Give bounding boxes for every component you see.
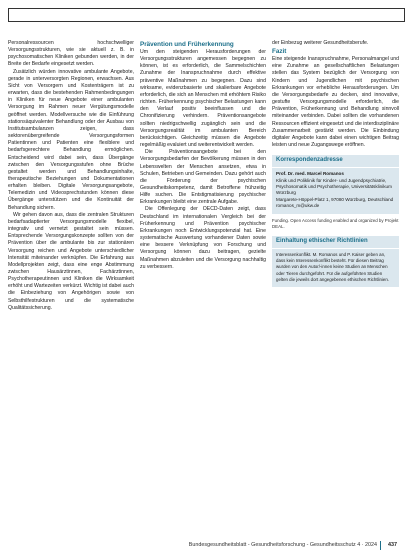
journal-name: Bundesgesundheitsblatt - Gesundheitsforschung - Gesundheitsschutz 4 · 2024 <box>188 542 377 548</box>
ethics-box <box>272 236 399 287</box>
correspondence-street: Margarete-Höppel-Platz 1, 97080 Würzburg, Deutschland <box>276 196 394 202</box>
correspondence-email[interactable]: romanos_m@ukw.de <box>276 203 320 209</box>
paragraph: der Einbezug weiterer Gesundheitsberufe. <box>272 40 369 46</box>
paragraph: Wir gehen davon aus, dass die zentralen Strukturen bedarfsadaptierter Versorgungsmodelle flexibel, integrativ und vernetzt gestaltet sein müssen. Entsprechende Versorgungskonzepte sollten von der Prävention über die ambulante bis zur stationären Versorgung reichen und Angebote unterschiedlicher Intensität miteinander verknüpfen. Die Erfahrung aus Modellprojekten zeigt, dass eine enge Abstimmung zwischen Hausärztinnen, Fachärztinnen, Psychotherapeutinnen und Kliniken die Wirksamkeit erhöht und Wartezeiten verkürzt. Wichtig ist dabei auch die Einbeziehung von Angehörigen sowie von Selbsthilfestrukturen und die systematische Qualitätssicherung. <box>8 211 134 311</box>
column-middle <box>140 40 266 271</box>
column-right <box>272 40 399 287</box>
paragraph: Zusätzlich würden innovative ambulante Angebote, gerade in unterversorgten Regionen, erwachsen. Aus Sicht von Versorgern und Kostenträgern ist zu erwarten, dass die bestehenden Rahmenbedingungen in Kliniken für neue Angebote einer ambulanten Versorgung im Rahmen neuer Vergütungsmodelle geöffnet werden. Modellversuche wie die Einführung stationsäquivalenter Behandlung oder der Ausbau von Institutsambulanzen zeigen, dass sektorenübergreifende Versorgungsformen Patientinnen und Patienten eine flexiblere und bedarfsgerechtere Behandlung ermöglichen. Entscheidend wird dabei sein, dass Übergänge zwischen den Versorgungsstufen ohne Brüche gestaltet werden und Behandlungsinhalte, therapeutische Beziehungen und Dokumentationen erhalten bleiben. Digitale Versorgungsangebote, Telemedizin und Videosprechstunden können diese Übergänge unterstützen und die Kontinuität der Behandlung sichern. <box>8 68 134 211</box>
section-heading-fazit: Fazit <box>272 48 287 56</box>
correspondence-name: Prof. Dr. med. Marcel Romanos <box>276 171 344 177</box>
paragraph: Die Offenlegung der OECD-Daten zeigt, dass Deutschland im internationalen Vergleich bei der Früherkennung und Prävention psychischer Erkrankungen noch Entwicklungspotenzial hat. Eine systematische Auswertung vorhandener Daten sowie eine bessere Verknüpfung von Forschung und Versorgung können dazu beitragen, gezielte Maßnahmen abzuleiten und die Versorgung nachhaltig zu verbessern. <box>140 206 266 270</box>
paragraph: Die Präventionsangebote bei den Versorgungsbedarfen der Bevölkerung müssen in den Lebenswelten der Menschen ansetzen, etwa in Schulen, Betrieben und Gemeinden. Dazu gehört auch die Förderung der psychischen Gesundheitskompetenz, damit Betroffene frühzeitig Hilfe suchen. Die Entstigmatisierung psychischer Erkrankungen bleibt eine zentrale Aufgabe. <box>140 149 266 206</box>
paragraph: Eine steigende Inanspruchnahme, Personalmangel und eine Zunahme an gesellschaftlichen Belastungen stellen das System bezüglich der Versorgung von Kindern und Jugendlichen mit psychischen Erkrankungen vor erhebliche Herausforderungen. Um die Versorgungsbedarfe zu decken, sind innovative, gestufte Versorgungsmodelle erforderlich, die Prävention, Früherkennung und Behandlung sinnvoll miteinander verbinden. Dabei sollten die vorhandenen Ressourcen effizient eingesetzt und die interdisziplinäre Zusammenarbeit gestärkt werden. Die Einbindung digitaler Angebote kann dabei einen wichtigen Beitrag leisten und neue Zugangswege eröffnen. <box>272 56 399 149</box>
paragraph: Personalressourcen hochschwelliger Versorgungsstrukturen, wie sie aktuell z. B. in psychosomatischen Kliniken gebunden werden, in der Breite der Bedarfe eingesetzt werden. <box>8 40 134 68</box>
ethics-text: Interessenkonflikt. M. Romanos und P. Kaiser geben an, dass kein Interessenkonflikt besteht. Für diesen Beitrag wurden von den Autor/-innen keine Studien an Menschen oder Tieren durchgeführt. Für die aufgeführten Studien gelten die jeweils dort angegebenen ethischen Richtlinien. <box>276 252 390 282</box>
page-number: 437 <box>388 542 397 548</box>
correspondence-address: Klinik und Poliklinik für Kinder- und Jugendpsychiatrie, Psychosomatik und Psychotherapie, Universitätsklinikum Würzburg <box>276 177 392 196</box>
header-frame <box>8 8 405 22</box>
ethics-title: Einhaltung ethischer Richtlinien <box>272 237 399 249</box>
correspondence-box <box>272 155 399 213</box>
footer-divider <box>380 541 381 550</box>
funding-note: Funding. Open Access funding enabled and organized by Projekt DEAL. <box>272 217 399 229</box>
section-heading-prevention: Prävention und Früherkennung <box>140 41 234 48</box>
correspondence-title: Korrespondenzadresse <box>272 156 399 168</box>
column-left <box>8 40 134 312</box>
paragraph: Um den steigenden Herausforderungen der Versorgungsstrukturen angemessen begegnen zu können, ist es erforderlich, die Sammelschichten Zunahme der Inanspruchnahme durch effektive präventive Maßnahmen zu begegnen. Dazu sind wirksame, evidenzbasierte und skalierbare Angebote erforderlich, die sich an Menschen mit erhöhtem Risiko richten. Früherkennung psychischer Belastungen kann den Verlauf positiv beeinflussen und die Chronifizierung verhindern. Präventionsangebote sollten niedrigschwellig zugänglich sein und die Versorgungsrealität im ambulanten Bereich berücksichtigen. Gleichzeitig müssen die Angebote regelmäßig evaluiert und weiterentwickelt werden. <box>140 49 266 149</box>
page-footer <box>0 540 405 550</box>
